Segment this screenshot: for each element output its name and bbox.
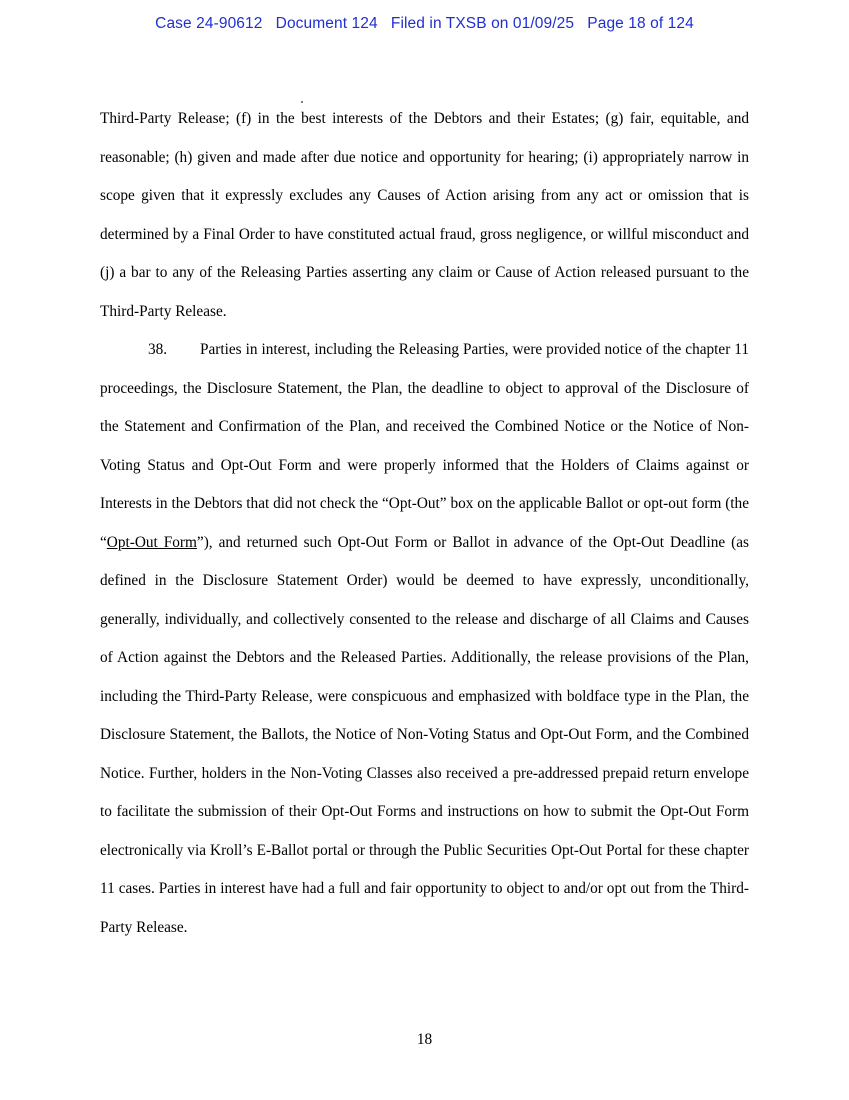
paragraph-38-text-part2: ”), and returned such Opt-Out Form or Ballot in advance of the Opt-Out Deadline (as defined in the Disclosure Statement Order) would be deemed to have expressly, unconditionally, generally, individually, and collectively consented to the release and discharge of all Claims and Causes of Action against the Debtors and the Released Parties. Additionally, the release provisions of the Plan, including the Third-Party Release, were conspicuous and emphasized with boldface type in the Plan, the Disclosure Statement, the Ballots, the Notice of Non-Voting Status and Opt-Out Form, and the Combined Notice. Further, holders in the Non-Voting Classes also received a pre-addressed prepaid return envelope to facilitate the submission of their Opt-Out Forms and instructions on how to submit the Opt-Out Form electronically via Kroll’s E-Ballot portal or through the Public Securities Opt-Out Portal for these chapter 11 cases. Parties in interest have had a full and fair opportunity to object to and/or opt out from the Third-Party Release. <box>100 533 749 936</box>
paragraph-38-text-part1: Parties in interest, including the Releasing Parties, were provided notice of the chapter 11 proceedings, the Disclosure Statement, the Plan, the deadline to object to approval of the Disclosure of the Statement and Confirmation of the Plan, and received the Combined Notice or the Notice of Non-Voting Status and Opt-Out Form and were properly informed that the Holders of Claims against or Interests in the Debtors that did not check the “Opt-Out” box on the applicable Ballot or opt-out form (the “ <box>100 341 749 551</box>
paragraph-38 <box>100 331 749 947</box>
court-filing-header: Case 24-90612 Document 124 Filed in TXSB on 01/09/25 Page 18 of 124 <box>155 15 694 32</box>
page-number: 18 <box>416 1031 433 1048</box>
document-body <box>100 100 749 947</box>
defined-term-opt-out-form: Opt-Out Form <box>106 533 197 551</box>
continuation-paragraph: Third-Party Release; (f) in the best interests of the Debtors and their Estates; (g) fair, equitable, and reasonable; (h) given and made after due notice and opportunity for hearing; (i) appropriately narrow in scope given that it expressly excludes any Causes of Action arising from any act or omission that is determined by a Final Order to have constituted actual fraud, gross negligence, or willful misconduct and (j) a bar to any of the Releasing Parties asserting any claim or Cause of Action released pursuant to the Third-Party Release. <box>100 110 749 320</box>
paragraph-number: 38. <box>148 341 168 358</box>
